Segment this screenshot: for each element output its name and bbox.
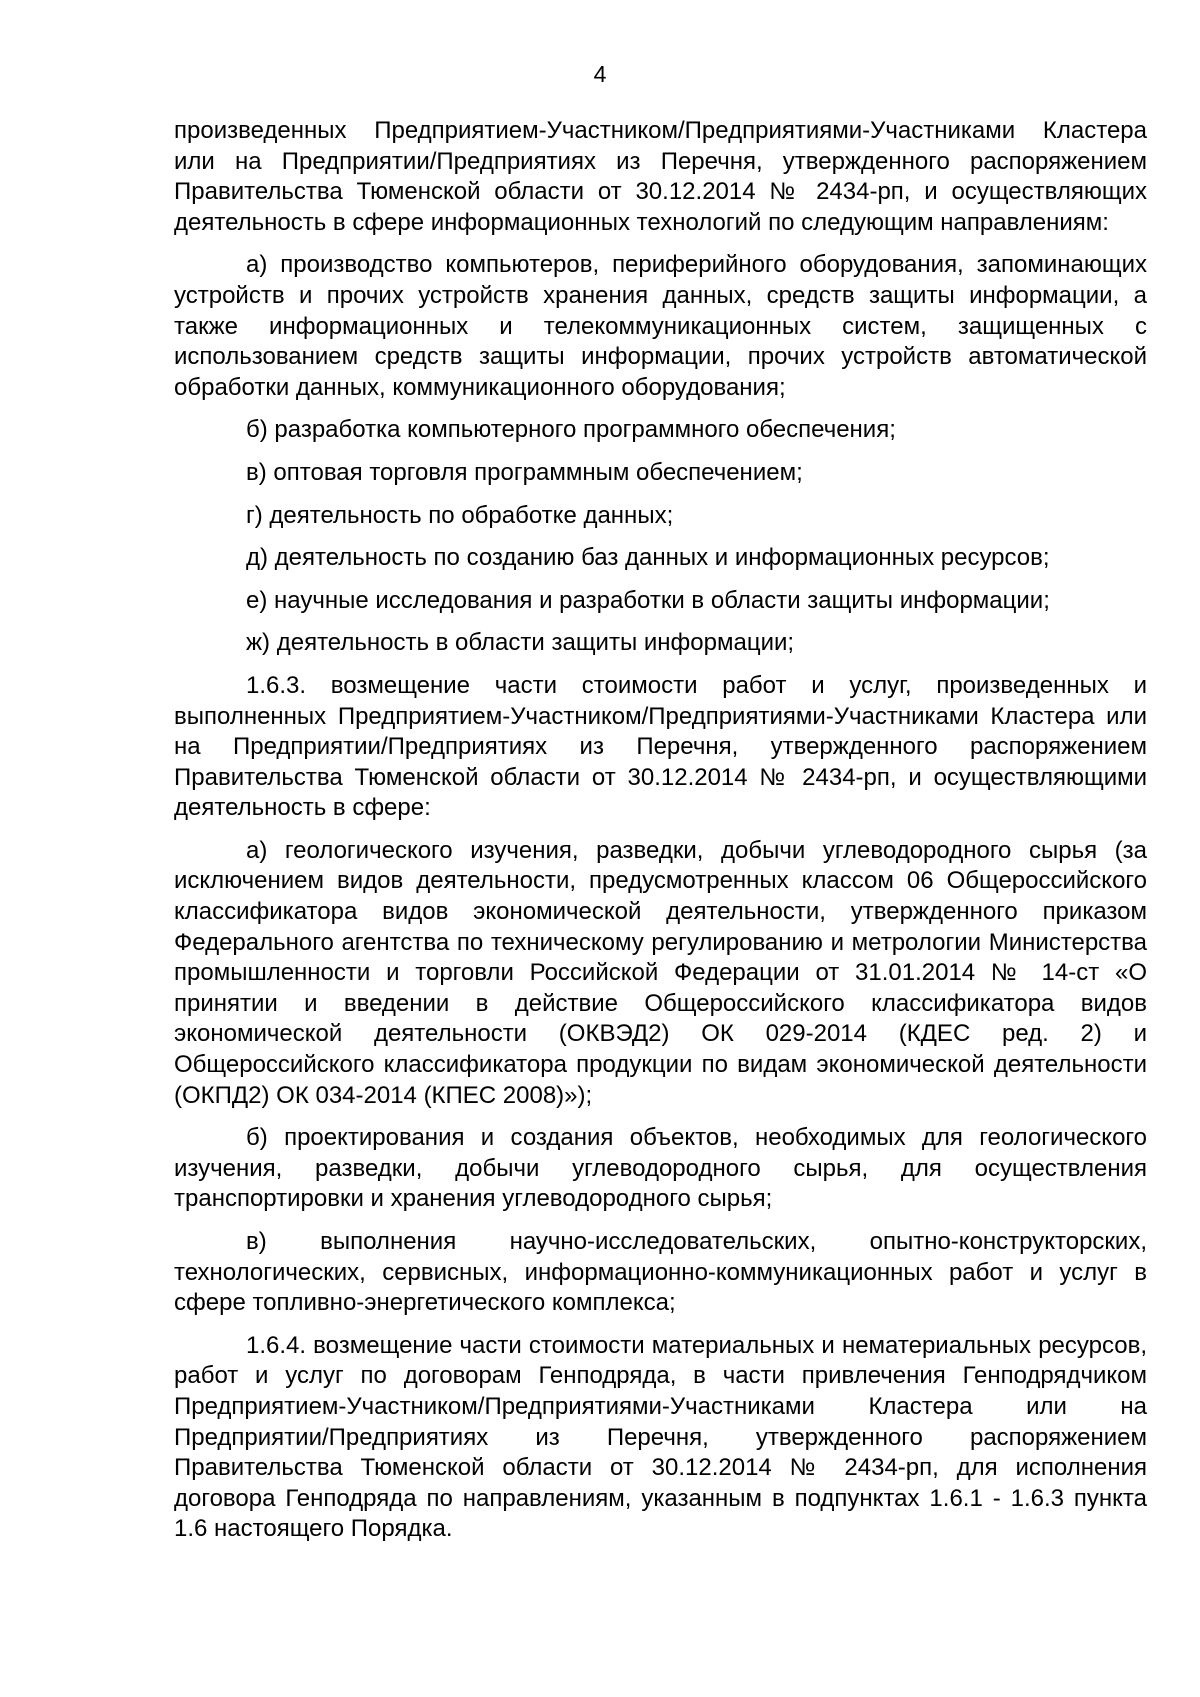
document-body (174, 116, 1147, 1557)
paragraph-item-d-it: д) деятельность по созданию баз данных и информационных ресурсов; (246, 544, 1050, 572)
paragraph-item-b-energy: б) проектирования и создания объектов, необходимых для геологического изучения, разведки, добычи углеводородного сырья, для осуществления транспортировки и хранения углеводородного сырья; (174, 1124, 1147, 1213)
page-number: 4 (593, 61, 607, 87)
paragraph-item-e-it: е) научные исследования и разработки в области защиты информации; (246, 586, 1050, 614)
paragraph-item-b-it: б) разработка компьютерного программного обеспечения; (246, 416, 896, 444)
paragraph-item-v-it: в) оптовая торговля программным обеспечением; (246, 458, 803, 486)
paragraph-clause-1-6-4: 1.6.4. возмещение части стоимости материальных и нематериальных ресурсов, работ и услуг по договорам Генподряда, в части привлечения Генподрядчиком Предприятием-Участником/Предприятиями-Участниками Кластера или на Предприятии/Предприятиях из Перечня, утвержденного распоряжением Правительства Тюменской области от 30.12.2014 № 2434-рп, для исполнения договора Генподряда по направлениям, указанным в подпунктах 1.6.1 - 1.6.3 пункта 1.6 настоящего Порядка. (174, 1331, 1147, 1543)
paragraph-item-g-it: г) деятельность по обработке данных; (246, 501, 674, 529)
paragraph-item-zh-it: ж) деятельность в области защиты информации; (246, 629, 795, 657)
paragraph-clause-1-6-3: 1.6.3. возмещение части стоимости работ и услуг, произведенных и выполненных Предприятием-Участником/Предприятиями-Участниками Кластера или на Предприятии/Предприятиях из Перечня, утвержденного распоряжением Правительства Тюменской области от 30.12.2014 № 2434-рп, и осуществляющими деятельность в сфере: (174, 671, 1147, 822)
paragraph-item-a-energy: а) геологического изучения, разведки, добычи углеводородного сырья (за исключением видов деятельности, предусмотренных классом 06 Общероссийского классификатора видов экономической деятельности, утвержденного приказом Федерального агентства по техническому регулированию и метрологии Министерства промышленности и торговли Российской Федерации от 31.01.2014 № 14-ст «О принятии и введении в действие Общероссийского классификатора видов экономической деятельности (ОКВЭД2) ОК 029-2014 (КДЕС ред. 2) и Общероссийского классификатора продукции по видам экономической деятельности (ОКПД2) ОК 034-2014 (КПЕС 2008)»); (174, 836, 1147, 1109)
paragraph-continuation: произведенных Предприятием-Участником/Предприятиями-Участниками Кластера или на Предприятии/Предприятиях из Перечня, утвержденного распоряжением Правительства Тюменской области от 30.12.2014 № 2434-рп, и осуществляющих деятельность в сфере информационных технологий по следующим направлениям: (174, 117, 1147, 236)
paragraph-item-a-it: а) производство компьютеров, периферийного оборудования, запоминающих устройств и прочих устройств хранения данных, средств защиты информации, а также информационных и телекоммуникационных систем, защищенных с использованием средств защиты информации, прочих устройств автоматической обработки данных, коммуникационного оборудования; (174, 251, 1147, 401)
paragraph-item-v-energy: в) выполнения научно-исследовательских, опытно-конструкторских, технологических, сервисных, информационно-коммуникационных работ и услуг в сфере топливно-энергетического комплекса; (174, 1228, 1147, 1317)
